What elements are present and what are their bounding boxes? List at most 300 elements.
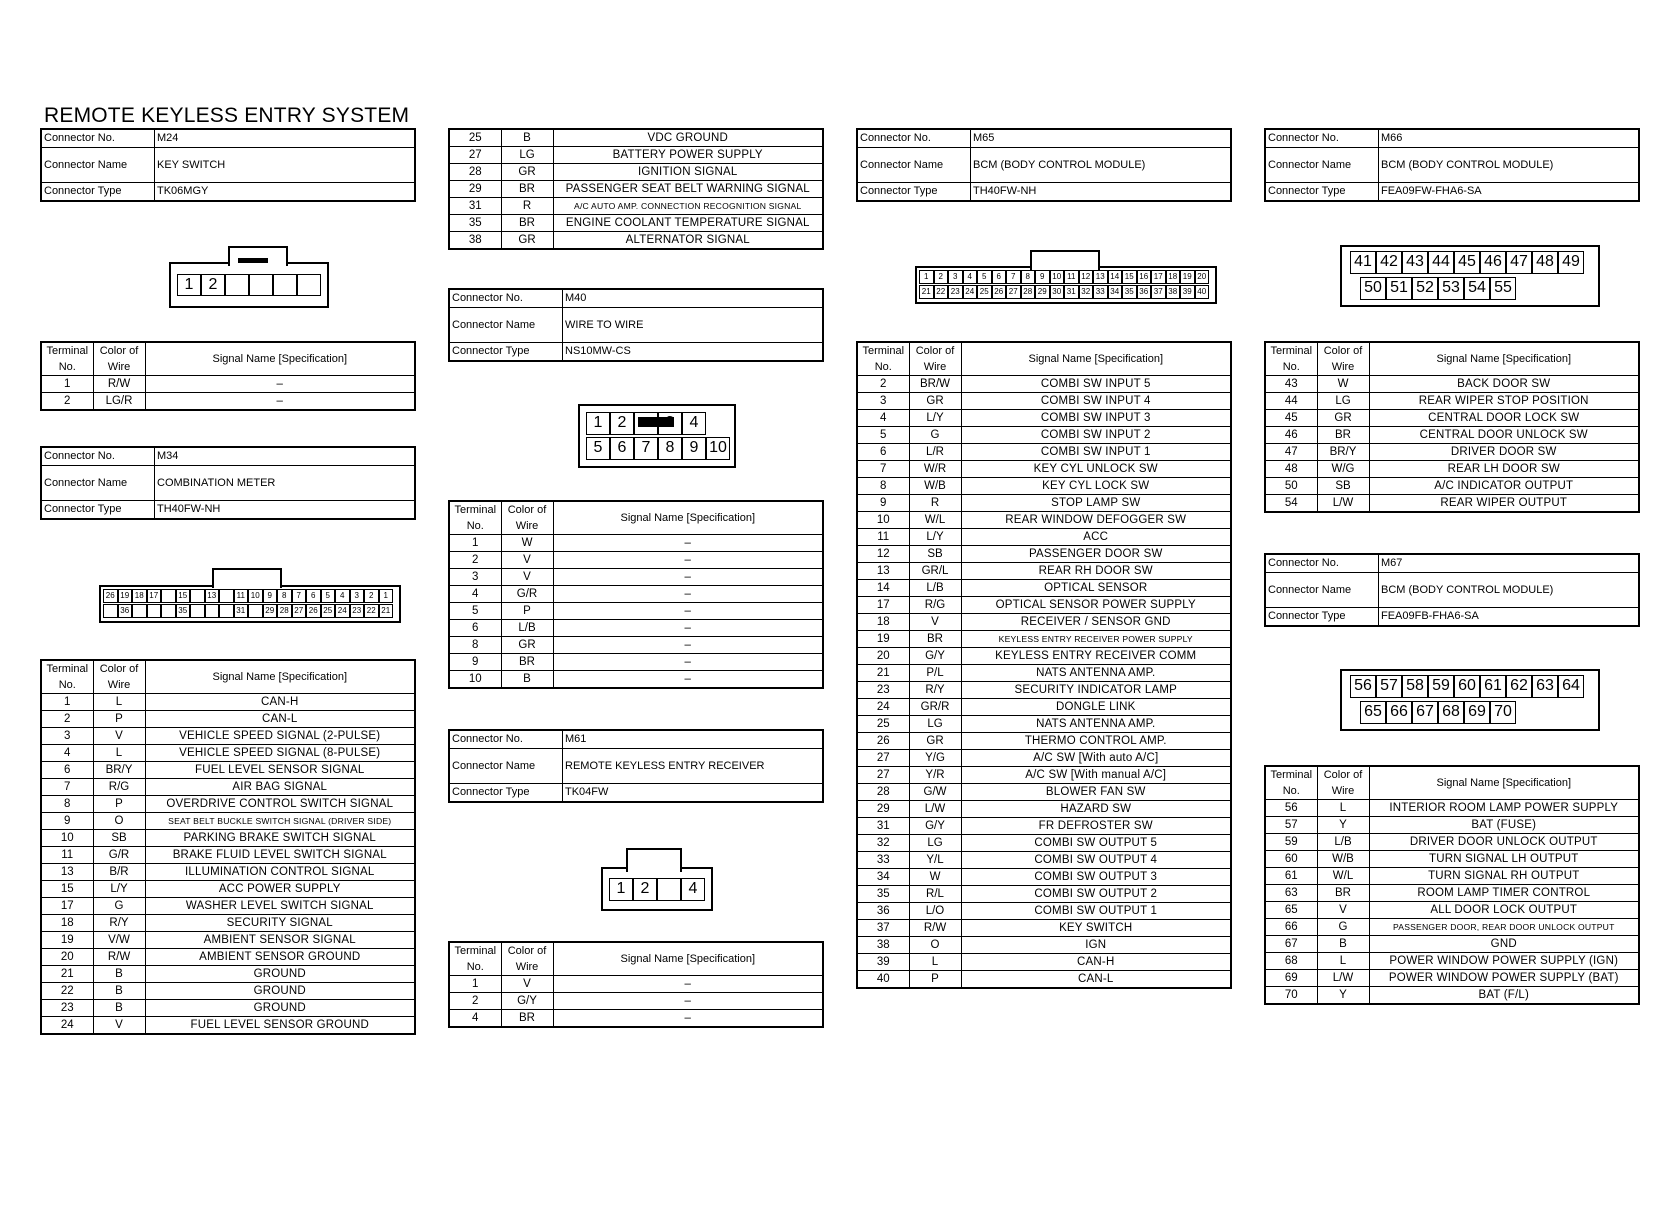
terminal-no: 10 [449, 671, 501, 689]
connector-pin: 2 [934, 270, 949, 284]
table-row [857, 444, 1231, 461]
wire-color: L/B [909, 580, 961, 597]
wire-color: SB [1317, 478, 1369, 495]
table-row [1265, 478, 1639, 495]
wire-color: L/Y [909, 529, 961, 546]
connector-pin: 7 [1006, 270, 1021, 284]
signal-name-header: Signal Name [Specification] [145, 660, 415, 694]
connector-pin: 3 [948, 270, 963, 284]
harness-side-icon [1264, 632, 1322, 690]
connector-pin: 2 [633, 878, 657, 901]
table-row [1265, 376, 1639, 393]
m66-terminal-table [1264, 341, 1640, 513]
connector-pin: 31 [234, 604, 249, 618]
color-of-wire-header: Color of Wire [501, 501, 553, 535]
connector-pin: 52 [1412, 277, 1438, 300]
terminal-no: 44 [1265, 393, 1317, 410]
signal-name-header: Signal Name [Specification] [1369, 342, 1639, 376]
wire-color: B/R [93, 864, 145, 881]
harness-side-icon [856, 206, 914, 264]
connector-pin: 2 [201, 274, 225, 296]
signal-name: BAT (F/L) [1369, 987, 1639, 1005]
connector-pin: 9 [1035, 270, 1050, 284]
wire-color: BR [1317, 885, 1369, 902]
wire-color: Y/R [909, 767, 961, 784]
connector-type-label: Connector Type [41, 183, 155, 202]
connector-pin: 53 [1438, 277, 1464, 300]
connector-pin: 10 [1050, 270, 1065, 284]
m34-connector-face [99, 585, 401, 623]
terminal-no: 6 [449, 620, 501, 637]
wire-color: Y [1317, 817, 1369, 834]
terminal-no: 10 [857, 512, 909, 529]
wire-color: P [501, 603, 553, 620]
m40-terminal-table [448, 500, 824, 689]
table-header [449, 942, 823, 976]
m34-terminal-table [40, 659, 416, 1035]
connector-pin: 36 [118, 604, 133, 618]
connector-pin: 65 [1360, 701, 1386, 724]
connector-type-label: Connector Type [1265, 608, 1379, 627]
wire-color: L [93, 745, 145, 762]
table-row [41, 762, 415, 779]
connector-pin: 18 [132, 589, 147, 603]
connector-pin [219, 589, 234, 603]
connector-pin [161, 604, 176, 618]
table-row [449, 147, 823, 164]
terminal-no-header: Terminal No. [41, 660, 93, 694]
m40-name: WIRE TO WIRE [563, 308, 824, 343]
terminal-no: 48 [1265, 461, 1317, 478]
connector-pin: 8 [658, 437, 682, 460]
wire-color: B [93, 966, 145, 983]
connector-name-label: Connector Name [449, 749, 563, 784]
connector-pin: 54 [1464, 277, 1490, 300]
signal-name: A/C SW [With auto A/C] [961, 750, 1231, 767]
terminal-no: 36 [857, 903, 909, 920]
wire-color: W/G [1317, 461, 1369, 478]
connector-pin: 19 [1180, 270, 1195, 284]
terminal-no: 7 [41, 779, 93, 796]
wire-color: B [1317, 936, 1369, 953]
table-row [857, 682, 1231, 699]
connector-pin: 40 [1195, 285, 1210, 299]
terminal-no: 27 [449, 147, 501, 164]
signal-name: SECURITY SIGNAL [145, 915, 415, 932]
terminal-no: 23 [857, 682, 909, 699]
table-row [1265, 953, 1639, 970]
m61-info-table [448, 729, 824, 803]
table-row [857, 869, 1231, 886]
connector-no-label: Connector No. [1265, 129, 1379, 148]
signal-name: ENGINE COOLANT TEMPERATURE SIGNAL [553, 215, 823, 232]
signal-name: COMBI SW OUTPUT 1 [961, 903, 1231, 920]
m65-info-table [856, 128, 1232, 202]
table-row [857, 733, 1231, 750]
wire-color: L [1317, 953, 1369, 970]
connector-pin: 46 [1480, 251, 1506, 274]
terminal-no: 24 [41, 1017, 93, 1035]
connector-pin: 44 [1428, 251, 1454, 274]
terminal-no-header: Terminal No. [41, 342, 93, 376]
wire-color: G/Y [909, 818, 961, 835]
signal-name: GROUND [145, 966, 415, 983]
terminal-no: 2 [857, 376, 909, 393]
m66-no: M66 [1379, 129, 1640, 148]
terminal-no: 1 [449, 976, 501, 993]
terminal-no: 13 [857, 563, 909, 580]
terminal-no: 32 [857, 835, 909, 852]
terminal-no: 4 [449, 586, 501, 603]
table-row [41, 1000, 415, 1017]
table-row [857, 614, 1231, 631]
wire-color: G [909, 427, 961, 444]
signal-name: BATTERY POWER SUPPLY [553, 147, 823, 164]
connector-pin: 38 [1166, 285, 1181, 299]
terminal-no: 21 [41, 966, 93, 983]
wire-color: G/Y [909, 648, 961, 665]
signal-name: ALL DOOR LOCK OUTPUT [1369, 902, 1639, 919]
harness-side-icon [448, 808, 506, 866]
wire-color: R/W [909, 920, 961, 937]
signal-name: AMBIENT SENSOR SIGNAL [145, 932, 415, 949]
m65-no: M65 [971, 129, 1232, 148]
wire-color: L/W [1317, 495, 1369, 513]
signal-name: COMBI SW OUTPUT 4 [961, 852, 1231, 869]
terminal-no: 1 [449, 535, 501, 552]
connector-pin: 17 [147, 589, 162, 603]
terminal-no: 35 [857, 886, 909, 903]
connector-type-label: Connector Type [1265, 183, 1379, 202]
wire-color: V [501, 569, 553, 586]
table-row [857, 529, 1231, 546]
wire-color: G [1317, 919, 1369, 936]
harness-side-icon [40, 526, 98, 584]
terminal-no: 1 [41, 376, 93, 393]
signal-name: SECURITY INDICATOR LAMP [961, 682, 1231, 699]
connector-pin [297, 274, 321, 296]
connector-pin: 28 [1021, 285, 1036, 299]
terminal-no: 4 [449, 1010, 501, 1028]
connector-pin: 2 [364, 589, 379, 603]
terminal-no: 38 [857, 937, 909, 954]
connector-pin: 24 [963, 285, 978, 299]
signal-name: REAR WINDOW DEFOGGER SW [961, 512, 1231, 529]
m67-no: M67 [1379, 554, 1640, 573]
table-row [857, 580, 1231, 597]
terminal-no: 61 [1265, 868, 1317, 885]
connector-latch [228, 246, 288, 266]
table-row [1265, 851, 1639, 868]
connector-pin: 45 [1454, 251, 1480, 274]
m66-info-table [1264, 128, 1640, 202]
connector-pin: 70 [1490, 701, 1516, 724]
table-row [41, 393, 415, 411]
connector-name-label: Connector Name [41, 466, 155, 501]
terminal-no: 5 [857, 427, 909, 444]
connector-pin: 49 [1558, 251, 1584, 274]
table-row [449, 976, 823, 993]
table-row [41, 813, 415, 830]
m61-name: REMOTE KEYLESS ENTRY RECEIVER [563, 749, 824, 784]
terminal-no: 12 [857, 546, 909, 563]
signal-name: AIR BAG SIGNAL [145, 779, 415, 796]
connector-pin [657, 878, 681, 901]
table-row [1265, 919, 1639, 936]
terminal-no: 35 [449, 215, 501, 232]
signal-name: KEYLESS ENTRY RECEIVER POWER SUPPLY [961, 631, 1231, 648]
table-header [857, 342, 1231, 376]
connector-pin: 6 [610, 437, 634, 460]
m40-info-table [448, 288, 824, 362]
table-row [41, 847, 415, 864]
table-row [41, 779, 415, 796]
harness-side-icon [1264, 206, 1322, 264]
terminal-no: 11 [41, 847, 93, 864]
table-row [449, 671, 823, 689]
connector-pin: 58 [1402, 675, 1428, 698]
connector-pin: 6 [306, 589, 321, 603]
signal-name: RECEIVER / SENSOR GND [961, 614, 1231, 631]
terminal-no: 65 [1265, 902, 1317, 919]
terminal-no: 37 [857, 920, 909, 937]
signal-name: CAN-L [961, 971, 1231, 989]
wire-color: BR/Y [1317, 444, 1369, 461]
signal-name: PARKING BRAKE SWITCH SIGNAL [145, 830, 415, 847]
connector-pin: 4 [335, 589, 350, 603]
m24-no: M24 [155, 129, 416, 148]
table-row [857, 512, 1231, 529]
terminal-no: 25 [857, 716, 909, 733]
wire-color: G/R [501, 586, 553, 603]
table-header [1265, 766, 1639, 800]
wire-color: V [93, 728, 145, 745]
signal-name: A/C SW [With manual A/C] [961, 767, 1231, 784]
connector-pin: 10 [248, 589, 263, 603]
connector-pin: 26 [992, 285, 1007, 299]
table-row [857, 852, 1231, 869]
connector-lock-bar [238, 258, 268, 263]
connector-pin: 26 [306, 604, 321, 618]
wire-color: SB [909, 546, 961, 563]
connector-pin: 5 [977, 270, 992, 284]
connector-latch [1030, 250, 1100, 270]
terminal-no: 60 [1265, 851, 1317, 868]
wire-color: GR/R [909, 699, 961, 716]
connector-pin [248, 604, 263, 618]
m24-type: TK06MGY [155, 183, 416, 202]
wire-color: GR [501, 232, 553, 250]
signal-name: FR DEFROSTER SW [961, 818, 1231, 835]
table-row [857, 699, 1231, 716]
signal-name: KEY CYL UNLOCK SW [961, 461, 1231, 478]
wire-color: W [501, 535, 553, 552]
signal-name: CAN-H [145, 694, 415, 711]
table-row [449, 637, 823, 654]
connector-pin: 21 [379, 604, 394, 618]
wire-color: GR [501, 637, 553, 654]
table-row [857, 631, 1231, 648]
signal-name: – [553, 993, 823, 1010]
wire-color: GR [1317, 410, 1369, 427]
connector-no-label: Connector No. [449, 289, 563, 308]
table-row [41, 949, 415, 966]
terminal-no: 34 [857, 869, 909, 886]
wire-color: V/W [93, 932, 145, 949]
connector-pin: 11 [234, 589, 249, 603]
wire-color: R/L [909, 886, 961, 903]
wire-color: BR [501, 654, 553, 671]
wire-color: R/W [93, 376, 145, 393]
connector-pin: 26 [103, 589, 118, 603]
connector-pin: 1 [919, 270, 934, 284]
terminal-no-header: Terminal No. [857, 342, 909, 376]
m24-terminal-table [40, 341, 416, 411]
connector-type-label: Connector Type [857, 183, 971, 202]
terminal-no: 29 [449, 181, 501, 198]
connector-pin: 1 [379, 589, 394, 603]
connector-pin: 8 [277, 589, 292, 603]
connector-pin: 69 [1464, 701, 1490, 724]
signal-name: BLOWER FAN SW [961, 784, 1231, 801]
table-row [1265, 817, 1639, 834]
wire-color: L/B [1317, 834, 1369, 851]
terminal-no: 3 [449, 569, 501, 586]
m34c-terminal-table [448, 128, 824, 250]
terminal-no: 7 [857, 461, 909, 478]
wire-color: GR [501, 164, 553, 181]
wire-color: BR [501, 181, 553, 198]
table-row [1265, 427, 1639, 444]
wire-color: R/W [93, 949, 145, 966]
connector-pin: 33 [1093, 285, 1108, 299]
terminal-no: 29 [857, 801, 909, 818]
wire-color: O [909, 937, 961, 954]
connector-pin: 6 [992, 270, 1007, 284]
wire-color: P [93, 711, 145, 728]
terminal-no: 8 [857, 478, 909, 495]
signal-name: REAR WIPER STOP POSITION [1369, 393, 1639, 410]
table-row [41, 932, 415, 949]
table-row [1265, 868, 1639, 885]
m67-info-table [1264, 553, 1640, 627]
signal-name: REAR WIPER OUTPUT [1369, 495, 1639, 513]
terminal-no: 9 [41, 813, 93, 830]
signal-name: NATS ANTENNA AMP. [961, 665, 1231, 682]
m61-connector-face [601, 867, 713, 911]
connector-type-label: Connector Type [41, 501, 155, 520]
table-row [41, 830, 415, 847]
wire-color: W/L [909, 512, 961, 529]
terminal-no: 15 [41, 881, 93, 898]
wire-color: LG [1317, 393, 1369, 410]
m67-terminal-table [1264, 765, 1640, 1005]
signal-name-header: Signal Name [Specification] [145, 342, 415, 376]
table-row [857, 801, 1231, 818]
signal-name: COMBI SW INPUT 1 [961, 444, 1231, 461]
signal-name: COMBI SW INPUT 5 [961, 376, 1231, 393]
signal-name: GND [1369, 936, 1639, 953]
table-row [857, 410, 1231, 427]
signal-name: – [553, 535, 823, 552]
connector-pin [190, 589, 205, 603]
table-row [857, 648, 1231, 665]
terminal-no: 43 [1265, 376, 1317, 393]
wire-color: V [501, 552, 553, 569]
signal-name: – [553, 654, 823, 671]
connector-no-label: Connector No. [857, 129, 971, 148]
table-row [1265, 834, 1639, 851]
connector-pin [190, 604, 205, 618]
table-row [857, 937, 1231, 954]
terminal-no: 6 [857, 444, 909, 461]
table-header [41, 342, 415, 376]
wire-color: L/W [1317, 970, 1369, 987]
table-row [1265, 902, 1639, 919]
terminal-no: 17 [41, 898, 93, 915]
signal-name: A/C AUTO AMP. CONNECTION RECOGNITION SIGNAL [553, 198, 823, 215]
connector-pin: 51 [1386, 277, 1412, 300]
wire-color: BR [501, 1010, 553, 1028]
terminal-no: 69 [1265, 970, 1317, 987]
terminal-no: 47 [1265, 444, 1317, 461]
connector-pin: 59 [1428, 675, 1454, 698]
terminal-no: 20 [41, 949, 93, 966]
signal-name: – [553, 552, 823, 569]
connector-pin: 23 [350, 604, 365, 618]
table-row [41, 796, 415, 813]
terminal-no: 18 [857, 614, 909, 631]
m40-type: NS10MW-CS [563, 343, 824, 362]
terminal-no: 6 [41, 762, 93, 779]
wire-color: LG [501, 147, 553, 164]
signal-name: BAT (FUSE) [1369, 817, 1639, 834]
terminal-no: 19 [41, 932, 93, 949]
terminal-no: 2 [41, 393, 93, 411]
connector-no-label: Connector No. [41, 447, 155, 466]
wire-color: Y/L [909, 852, 961, 869]
table-row [1265, 410, 1639, 427]
signal-name: – [553, 586, 823, 603]
terminal-no: 27 [857, 767, 909, 784]
table-row [1265, 936, 1639, 953]
connector-pin: 29 [263, 604, 278, 618]
signal-name: COMBI SW OUTPUT 5 [961, 835, 1231, 852]
connector-pin: 8 [1021, 270, 1036, 284]
wire-color: BR [1317, 427, 1369, 444]
signal-name: KEYLESS ENTRY RECEIVER COMM [961, 648, 1231, 665]
harness-side-icon [40, 206, 98, 264]
m40-connector-face [578, 404, 736, 468]
connector-pin: 31 [1064, 285, 1079, 299]
wire-color: LG [909, 835, 961, 852]
wire-color: GR [909, 393, 961, 410]
terminal-no: 56 [1265, 800, 1317, 817]
connector-pin: 27 [1006, 285, 1021, 299]
connector-pin: 62 [1506, 675, 1532, 698]
wire-color: V [1317, 902, 1369, 919]
connector-pin: 50 [1360, 277, 1386, 300]
connector-pin: 41 [1350, 251, 1376, 274]
connector-no-label: Connector No. [41, 129, 155, 148]
signal-name: GROUND [145, 1000, 415, 1017]
signal-name: ALTERNATOR SIGNAL [553, 232, 823, 250]
connector-pin: 61 [1480, 675, 1506, 698]
table-row [857, 461, 1231, 478]
table-header [449, 501, 823, 535]
signal-name: VEHICLE SPEED SIGNAL (2-PULSE) [145, 728, 415, 745]
table-row [449, 569, 823, 586]
